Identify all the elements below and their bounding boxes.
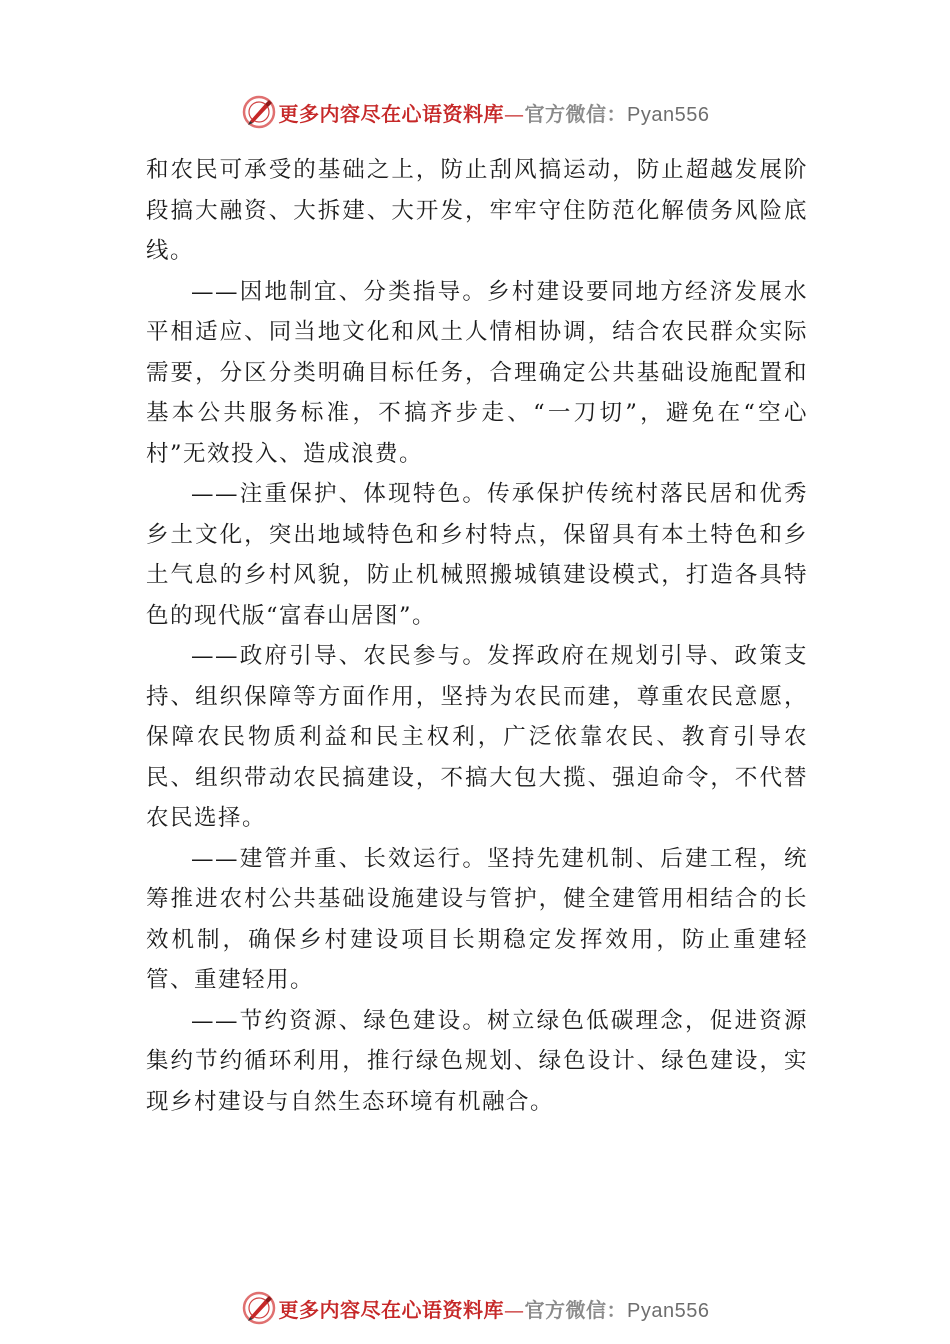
header-wechat-label: 官方微信： [524,101,628,126]
pen-logo-icon [241,94,277,130]
paragraph-2: ——因地制宜、分类指导。乡村建设要同地方经济发展水平相适应、同当地文化和风土人情相协调，结合农民群众实际需要，分区分类明确目标任务，合理确定公共基础设施配置和基本公共服务标准，不搞齐步走、“一刀切”，避免在“空心村”无效投入、造成浪费。 [146,278,808,467]
paragraph-1: 和农民可承受的基础之上，防止刮风搞运动，防止超越发展阶段搞大融资、大拆建、大开发，牢牢守住防范化解债务风险底线。 [146,157,808,264]
footer-wechat-label: 官方微信： [524,1297,628,1322]
header-brand-text: 更多内容尽在心语资料库 [278,101,505,126]
pen-logo-icon [241,1290,277,1326]
paragraph-4: ——政府引导、农民参与。发挥政府在规划引导、政策支持、组织保障等方面作用，坚持为农民而建，尊重农民意愿，保障农民物质利益和民主权利，广泛依靠农民、教育引导农民、组织带动农民搞建设，不搞大包大揽、强迫命令，不代替农民选择。 [146,643,808,831]
paragraph-6: ——节约资源、绿色建设。树立绿色低碳理念，促进资源集约节约循环利用，推行绿色规划、绿色设计、绿色建设，实现乡村建设与自然生态环境有机融合。 [146,1007,808,1115]
footer-brand-text: 更多内容尽在心语资料库 [278,1297,505,1322]
footer-banner [0,1288,950,1328]
footer-dash: — [504,1297,525,1322]
header-banner [0,92,950,132]
footer-wechat-id: Pyan556 [627,1299,710,1322]
paragraph-3: ——注重保护、体现特色。传承保护传统村落民居和优秀乡土文化，突出地域特色和乡村特点，保留具有本土特色和乡土气息的乡村风貌，防止机械照搬城镇建设模式，打造各具特色的现代版“富春山居图”。 [146,481,808,629]
header-dash: — [504,101,525,126]
header-wechat-id: Pyan556 [627,103,710,126]
paragraph-5: ——建管并重、长效运行。坚持先建机制、后建工程，统筹推进农村公共基础设施建设与管护，健全建管用相结合的长效机制，确保乡村建设项目长期稳定发挥效用，防止重建轻管、重建轻用。 [146,845,808,993]
document-body [146,150,808,1122]
